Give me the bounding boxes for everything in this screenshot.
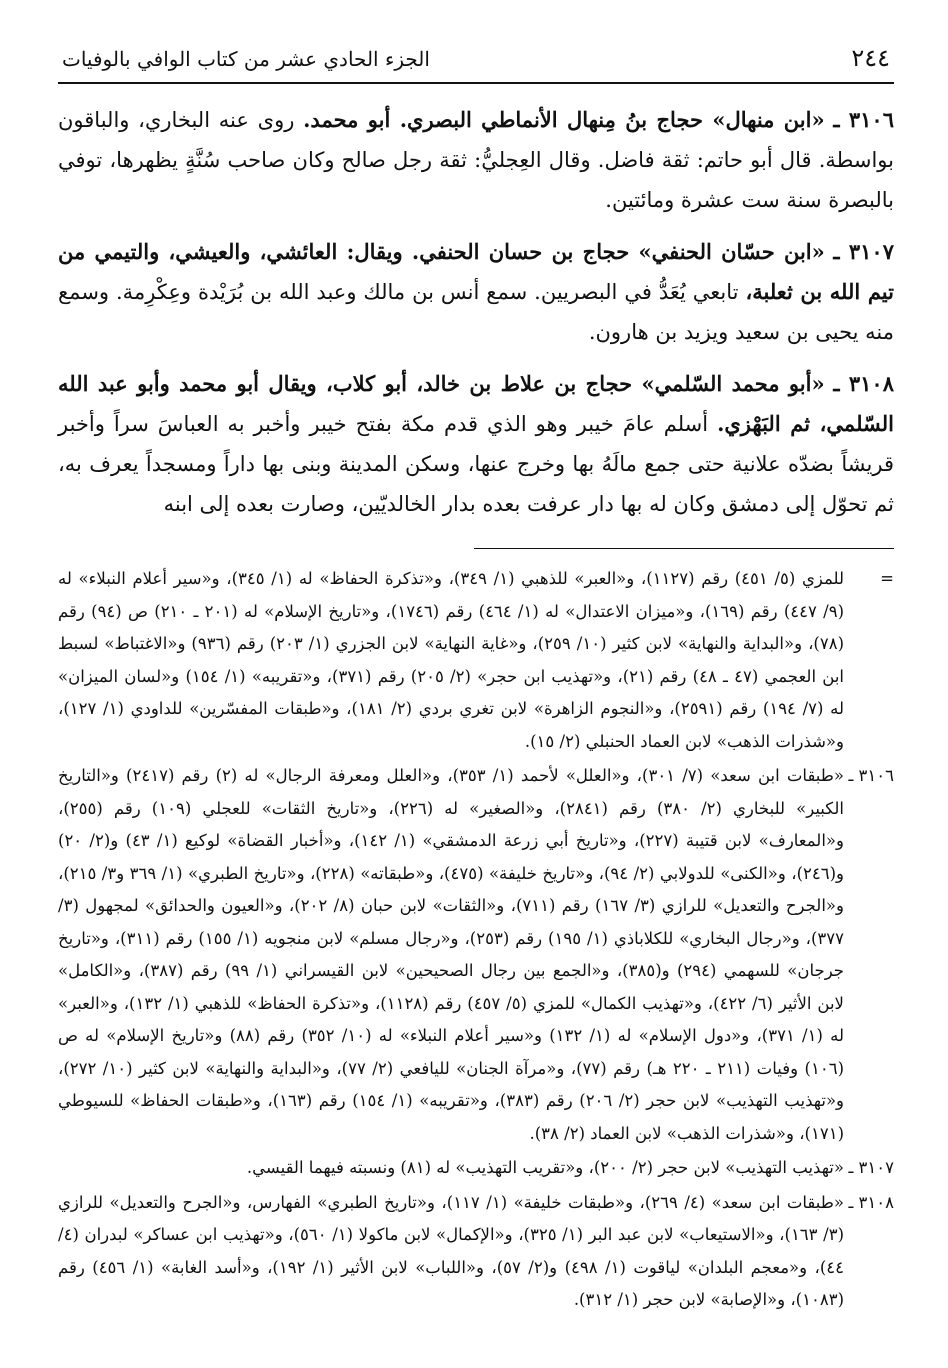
footnote-text: للمزي (٥/ ٤٥١) رقم (١١٢٧)، و«العبر» للذهبي (١/ ٣٤٩)، و«تذكرة الحفاظ» له (١/ ٣٤٥)، و«سير أعلام النبلاء» له (٩/ ٤٤٧) رقم (١٦٩)، و«ميزان الاعتدال» له (١/ ٤٦٤) رقم (١٧٤٦)، و«تاريخ الإسلام» له (٢٠١ ـ ٢١٠) ص (٩٤) رقم (٧٨)، و«البداية والنهاية» لابن كثير (١٠/ ٢٥٩)، و«غاية النهاية» لابن الجزري (١/ ٢٠٣) رقم (٩٣٦) و«الاغتباط» لسبط ابن العجمي (٤٧ ـ ٤٨) رقم (٢١)، و«تهذيب ابن حجر» (٢/ ٢٠٥) رقم (٣٧١)، و«تقريبه» (١/ ١٥٤) و«لسان الميزان» له (٧/ ١٩٤) رقم (٢٥٩١)، و«النجوم الزاهرة» لابن تغري بردي (٢/ ١٨١)، و«طبقات المفسّرين» للداودي (١/ ١٢٧)، و«شذرات الذهب» لابن العماد الحنبلي (٢/ ١٥).: [58, 569, 845, 751]
footnote-3108: [58, 1187, 894, 1317]
footnote-text: «طبقات ابن سعد» (٤/ ٢٦٩)، و«طبقات خليفة» (١/ ١١٧)، و«تاريخ الطبري» الفهارس، و«الجرح والتعديل» للرازي (٣/ ١٦٣)، و«الاستيعاب» لابن عبد البر (١/ ٣٢٥)، و«الإكمال» لابن ماكولا (١/ ٥٦٠)، و«تهذيب ابن عساكر» لبدران (٤/ ٤٤)، و«معجم البلدان» لياقوت (١/ ٤٩٨) و(٢/ ٥٧)، و«اللباب» لابن الأثير (١/ ١٩٢)، و«أسد الغابة» (١/ ٤٥٦) رقم (١٠٨٣)، و«الإصابة» لابن حجر (١/ ٣١٢).: [58, 1192, 845, 1309]
footnote-text: «طبقات ابن سعد» (٧/ ٣٠١)، و«العلل» لأحمد (١/ ٣٥٣)، و«العلل ومعرفة الرجال» له (٢) رقم (٢٤١٧) و«التاريخ الكبير» للبخاري (٢/ ٣٨٠) رقم (٢٨٤١)، و«الصغير» له (٢٢٦)، و«تاريخ الثقات» للعجلي (١٠٩) رقم (٢٥٥)، و«المعارف» لابن قتيبة (٢٢٧)، و«تاريخ أبي زرعة الدمشقي» (١/ ١٤٢)، و«أخبار القضاة» لوكيع (١/ ٤٣) و(٢/ ٢٠) و(٢٤٦)، و«الكنى» للدولابي (٢/ ٩٤)، و«تاريخ خليفة» (٤٧٥)، و«طبقاته» (٢٢٨)، و«تاريخ الطبري» (١/ ٣٦٩ و٣/ ٢١٥)، و«الجرح والتعديل» للرازي (٣/ ١٦٧) رقم (٧١١)، و«الثقات» لابن حبان (٨/ ٢٠٢)، و«العيون والحدائق» لمجهول (٣/ ٣٧٧)، و«رجال البخاري» للكلاباذي (١/ ١٩٥) رقم (٢٥٣)، و«رجال مسلم» لابن منجويه (١/ ١٥٥) رقم (٣١١)، و«تاريخ جرجان» للسهمي (٢٩٤) و(٣٨٥)، و«الجمع بين رجال الصحيحين» لابن القيسراني (١/ ٩٩) رقم (٣٨٧)، و«الكامل» لابن الأثير (٦/ ٤٢٢)، و«تهذيب الكمال» للمزي (٥/ ٤٥٧) رقم (١١٢٨)، و«تذكرة الحفاظ» للذهبي (١/ ١٣٢)، و«العبر» له (١/ ٣٧١)، و«دول الإسلام» له (١/ ١٣٢) و«سير أعلام النبلاء» له (١٠/ ٣٥٢) رقم (٨٨) و«تاريخ الإسلام» له ص (١٠٦) وفيات (٢١١ ـ ٢٢٠ هـ) رقم (٧٧)، و«مرآة الجنان» لليافعي (٢/ ٧٧)، و«البداية والنهاية» لابن كثير (١٠/ ٢٧٢)، و«تهذيب التهذيب» لابن حجر (٢/ ٢٠٦) رقم (٣٨٣)، و«تقريبه» (١/ ١٥٤) رقم (١٦٣)، و«طبقات الحفاظ» للسيوطي (١٧١)، و«شذرات الذهب» لابن العماد (٢/ ٣٨).: [58, 766, 845, 1143]
footnote-label: =: [880, 569, 894, 588]
running-title: الجزء الحادي عشر من كتاب الوافي بالوفيات: [62, 47, 430, 71]
footnote-text: «تهذيب التهذيب» لابن حجر (٢/ ٢٠٠)، و«تقريب التهذيب» له (٨١) ونسبته فيهما القيسي.: [246, 1158, 844, 1177]
footnote-label: ٣١٠٧ ـ: [848, 1158, 894, 1177]
entry-number: ٣١٠٧ ـ: [833, 239, 894, 264]
entry-heading: «ابن حسّان الحنفي» حجاج بن حسان الحنفي. ويقال: العائشي، والعيشي، والتيمي من تيم الله بن ثعلبة،: [58, 239, 894, 304]
book-page: [58, 44, 894, 1319]
footnotes: [58, 563, 894, 1317]
entry-heading: «أبو محمد السّلمي» حجاج بن علاط بن خالد، أبو كلاب، ويقال أبو محمد وأبو عبد الله السّلمي، ثم البَهْزي.: [58, 371, 894, 436]
entry-number: ٣١٠٦ ـ: [833, 107, 894, 132]
page-number: ٢٤٤: [851, 44, 890, 72]
footnote-continued: [58, 563, 894, 758]
entry-body: تابعي يُعَدُّ في البصريين. سمع أنس بن مالك وعبد الله بن بُرَيْدة وعِكْرِمة. وسمع منه يحيى بن سعيد ويزيد بن هارون.: [58, 280, 894, 344]
entry-number: ٣١٠٨ ـ: [833, 371, 894, 396]
biography-entry-3108: [58, 364, 894, 524]
biography-entry-3106: [58, 100, 894, 220]
footnote-3106: [58, 760, 894, 1150]
entry-body: روى عنه البخاري، والباقون بواسطة. قال أبو حاتم: ثقة فاضل. وقال العِجليُّ: ثقة رجل صالح وكان صاحب سُنَّةٍ يظهرها، توفي بالبصرة سنة ست عشرة ومائتين.: [58, 108, 895, 212]
entry-body: أسلم عامَ خيبر وهو الذي قدم مكة بفتح خيبر وأخبر به العباسَ سراً وأخبر قريشاً بضدّه علانية حتى جمع مالَهُ بها وخرج عنها، وسكن المدينة وبنى بها داراً ومسجداً يعرف به، ثم تحوّل إلى دمشق وكان له بها دار عرفت بعده بدار الخالديّين، وصارت بعده إلى ابنه: [58, 412, 894, 516]
footnote-divider: [474, 548, 894, 549]
biography-entry-3107: [58, 232, 894, 352]
footnote-label: ٣١٠٦ ـ: [848, 766, 894, 785]
entry-heading: «ابن منهال» حجاج بنُ مِنهال الأنماطي البصري. أبو محمد.: [303, 107, 825, 132]
main-text: [58, 100, 894, 524]
footnote-3107: [58, 1152, 894, 1185]
page-header: [58, 44, 894, 84]
footnote-label: ٣١٠٨ ـ: [848, 1192, 894, 1212]
